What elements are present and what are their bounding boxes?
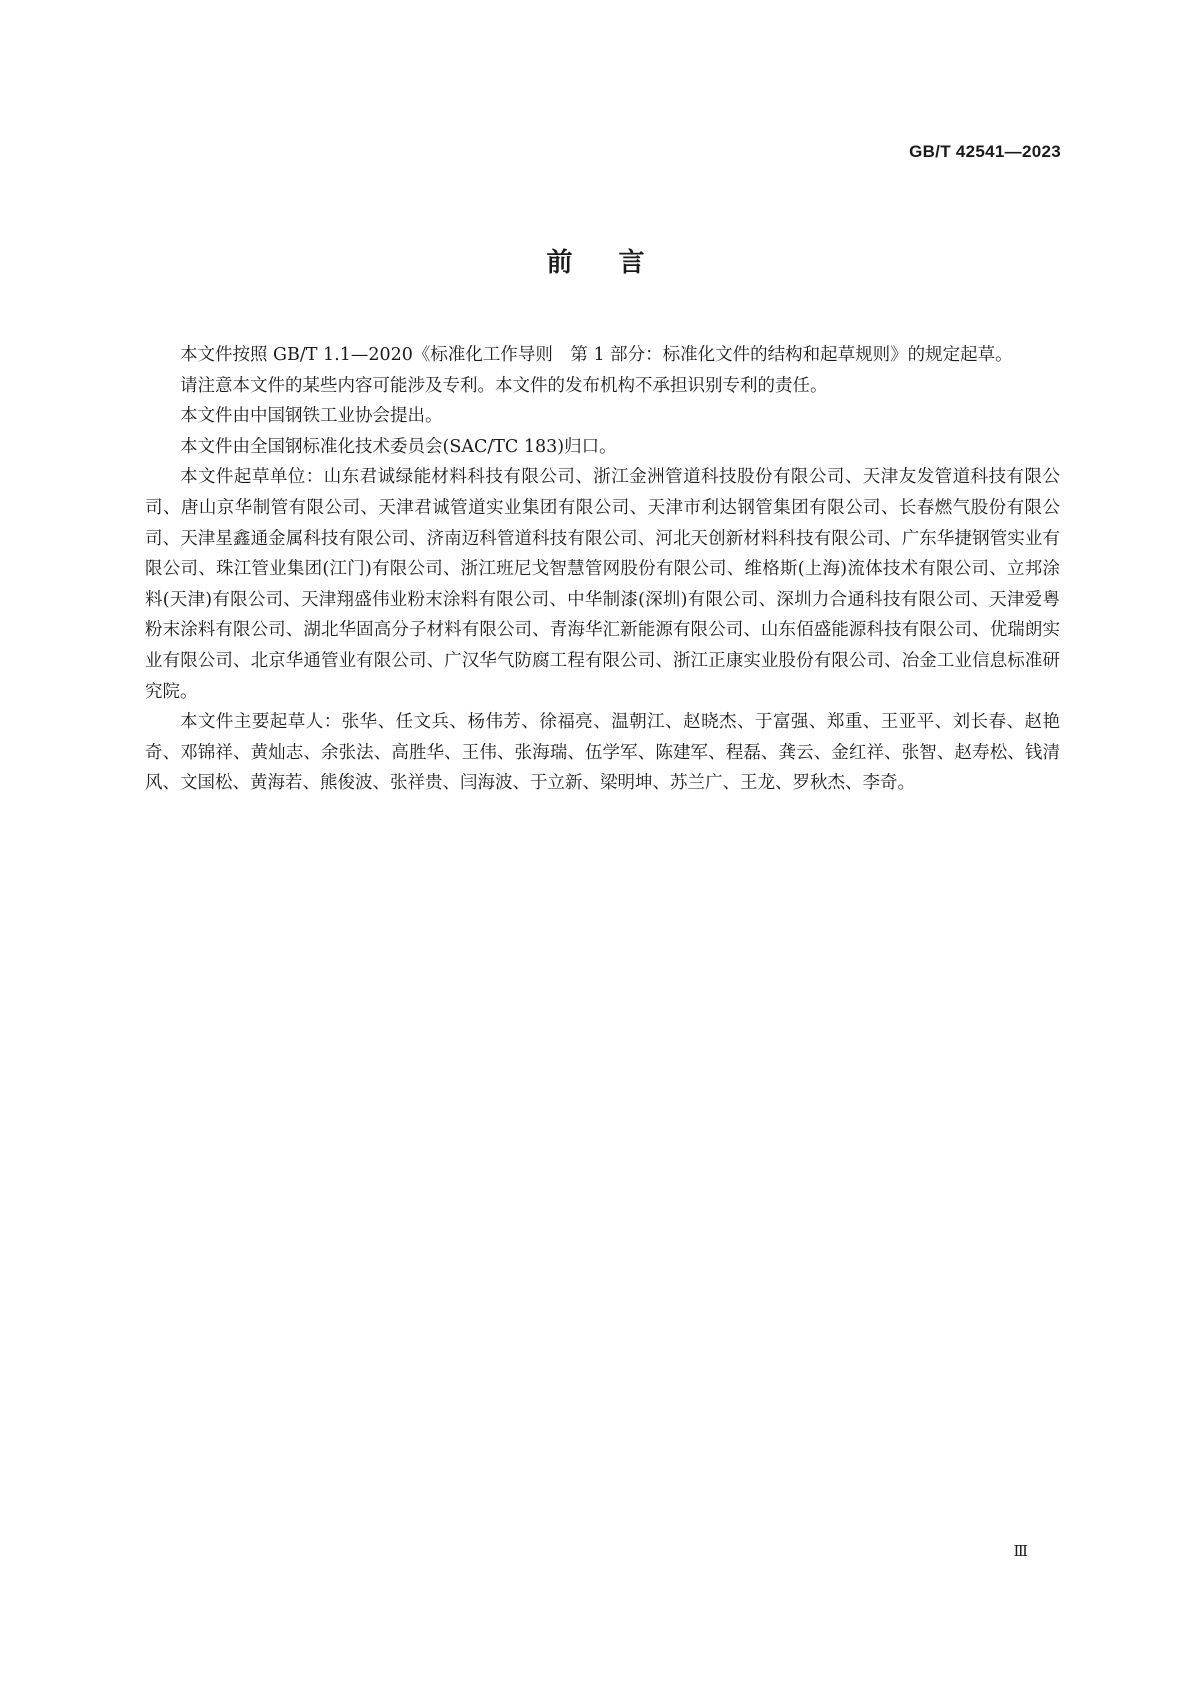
page-number: Ⅲ [1013,1542,1028,1560]
paragraph-proposer: 本文件由中国钢铁工业协会提出。 [180,406,443,427]
paragraph-drafters: 本文件主要起草人：张华、任文兵、杨伟芳、徐福亮、温朝江、赵晓杰、于富强、郑重、王亚平、刘长春、赵艳奇、邓锦祥、黄灿志、余张法、高胜华、王伟、张海瑞、伍学军、陈建军、程磊、龚云、金红祥、张智、赵寿松、钱清风、文国松、黄海若、熊俊波、张祥贵、闫海波、于立新、梁明坤、苏兰广、王龙、罗秋杰、李奇。 [145,712,1060,794]
document-code: GB/T 42541—2023 [909,142,1061,161]
paragraph-drafting-rules: 本文件按照 GB/T 1.1—2020《标准化工作导则 第 1 部分：标准化文件的结构和起草规则》的规定起草。 [180,345,1013,365]
foreword-body [145,340,1060,799]
paragraph-drafting-organizations: 本文件起草单位：山东君诚绿能材料科技有限公司、浙江金洲管道科技股份有限公司、天津友发管道科技有限公司、唐山京华制管有限公司、天津君诚管道实业集团有限公司、天津市利达钢管集团有限公司、长春燃气股份有限公司、天津星鑫通金属科技有限公司、济南迈科管道科技有限公司、河北天创新材料科技有限公司、广东华捷钢管实业有限公司、珠江管业集团(江门)有限公司、浙江班尼戈智慧管网股份有限公司、维格斯(上海)流体技术有限公司、立邦涂料(天津)有限公司、天津翔盛伟业粉末涂料有限公司、中华制漆(深圳)有限公司、深圳力合通科技有限公司、天津爱粤粉末涂料有限公司、湖北华固高分子材料有限公司、青海华汇新能源有限公司、山东佰盛能源科技有限公司、优瑞朗实业有限公司、北京华通管业有限公司、广汉华气防腐工程有限公司、浙江正康实业股份有限公司、冶金工业信息标准研究院。 [145,467,1060,702]
paragraph-technical-committee: 本文件由全国钢标准化技术委员会(SAC/TC 183)归口。 [180,436,617,457]
paragraph-patent-notice: 请注意本文件的某些内容可能涉及专利。本文件的发布机构不承担识别专利的责任。 [180,375,828,396]
page-title: 前言 [546,248,691,278]
